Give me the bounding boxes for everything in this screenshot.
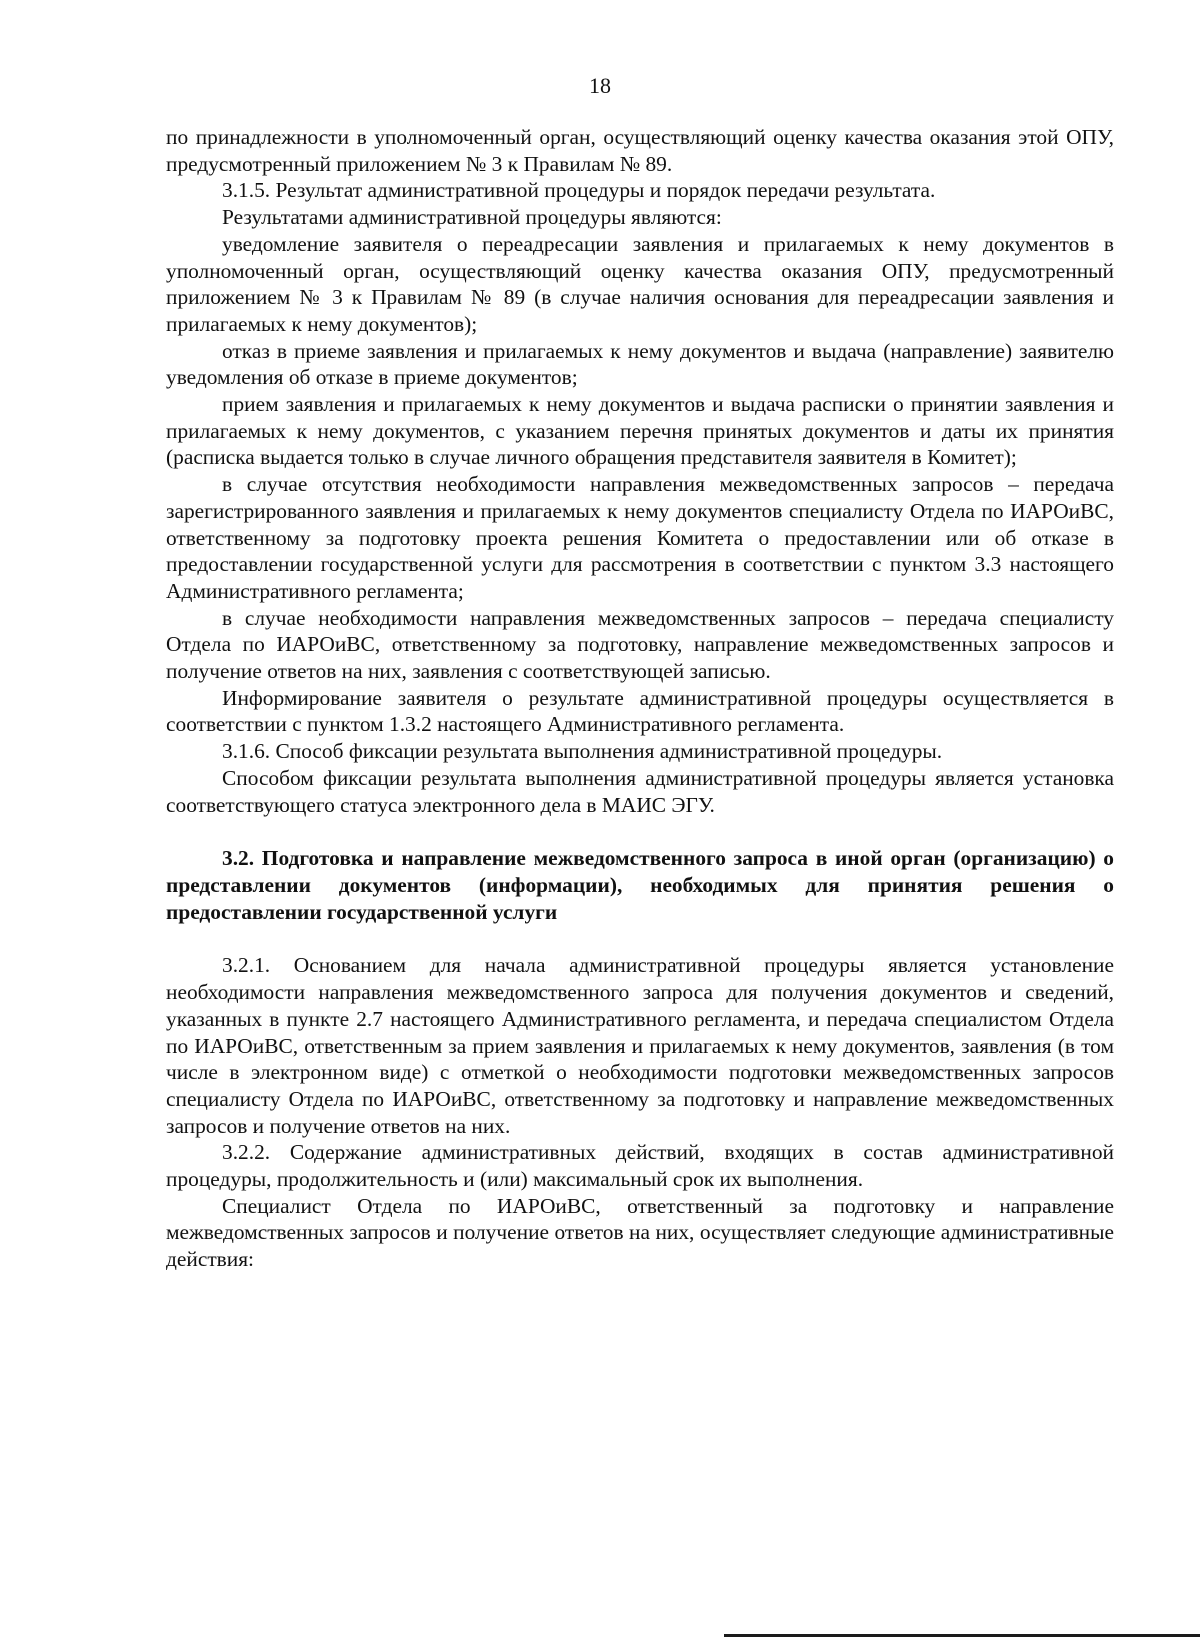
page-number: 18	[589, 73, 611, 98]
paragraph: по принадлежности в уполномоченный орган, осуществляющий оценку качества оказания этой ОПУ, предусмотренный приложением № 3 к Правилам № 89.	[166, 125, 1114, 176]
paragraph: 3.1.6. Способ фиксации результата выполнения административной процедуры.	[222, 739, 943, 764]
paragraph: прием заявления и прилагаемых к нему документов и выдача расписки о принятии заявления и прилагаемых к нему документов, с указанием перечня принятых документов и даты их принятия (расписка выдается только в случае личного обращения представителя заявителя в Комитет);	[166, 392, 1114, 470]
paragraph: Специалист Отдела по ИАРОиВС, ответственный за подготовку и направление межведомственных запросов и получение ответов на них, осуществляет следующие административные действия:	[166, 1193, 1114, 1272]
paragraph: 3.2.1. Основанием для начала административной процедуры является установление необходимости направления межведомственного запроса для получения документов и сведений, указанных в пункте 2.7 настоящего Административного регламента, и передача специалистом Отдела по ИАРОиВС, ответственным за прием заявления и прилагаемых к нему документов, заявления (в том числе в электронном виде) с отметкой о необходимости подготовки межведомственных запросов специалисту Отдела по ИАРОиВС, ответственному за подготовку и направление межведомственных запросов и получение ответов на них.	[166, 953, 1114, 1138]
scan-edge-line	[724, 1634, 1200, 1637]
paragraph: 3.1.5. Результат административной процедуры и порядок передачи результата.	[222, 178, 936, 203]
paragraph: в случае необходимости направления межведомственных запросов – передача специалисту Отдела по ИАРОиВС, ответственному за подготовку, направление межведомственных запросов и получение ответов на них, заявления с соответствующей записью.	[166, 605, 1114, 684]
paragraph: Результатами административной процедуры являются:	[222, 205, 722, 230]
section-heading: 3.2. Подготовка и направление межведомственного запроса в иной орган (организацию) о представлении документов (информации), необходимых для принятия решения о предоставлении государственной услуги	[166, 846, 1114, 924]
paragraph: уведомление заявителя о переадресации заявления и прилагаемых к нему документов в уполномоченный орган, осуществляющий оценку качества оказания ОПУ, предусмотренный приложением № 3 к Правилам № 89 (в случае наличия основания для переадресации заявления и прилагаемых к нему документов);	[166, 231, 1114, 336]
paragraph: отказ в приеме заявления и прилагаемых к нему документов и выдача (направление) заявителю уведомления об отказе в приеме документов;	[166, 338, 1114, 390]
paragraph: Способом фиксации результата выполнения административной процедуры является установка соответствующего статуса электронного дела в МАИС ЭГУ.	[166, 765, 1114, 817]
paragraph: 3.2.2. Содержание административных действий, входящих в состав административной процедуры, продолжительность и (или) максимальный срок их выполнения.	[166, 1140, 1114, 1192]
paragraph: Информирование заявителя о результате административной процедуры осуществляется в соответствии с пунктом 1.3.2 настоящего Административного регламента.	[166, 685, 1114, 737]
document-body	[166, 124, 1114, 1273]
paragraph: в случае отсутствия необходимости направления межведомственных запросов – передача зарегистрированного заявления и прилагаемых к нему документов специалисту Отдела по ИАРОиВС, ответственному за подготовку проекта решения Комитета о предоставлении или об отказе в предоставлении государственной услуги для рассмотрения в соответствии с пунктом 3.3 настоящего Административного регламента;	[166, 472, 1114, 603]
